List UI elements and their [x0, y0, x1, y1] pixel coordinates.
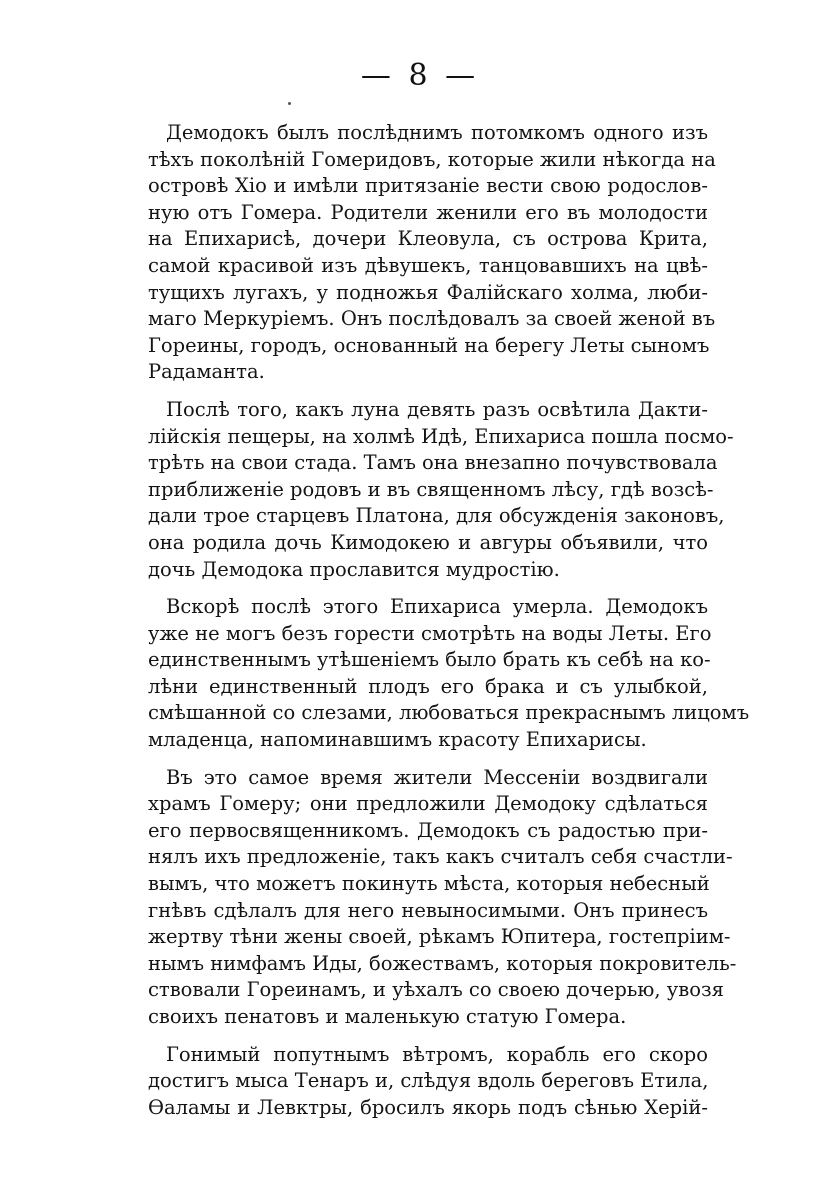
text-line: Вскорѣ послѣ этого Епихариса умерла. Демодокъ [166, 595, 708, 619]
text-line: Радаманта. [148, 360, 265, 384]
text-line: уже не могъ безъ горести смотрѣть на воды Леты. Его [148, 621, 712, 645]
text-line: гнѣвъ сдѣлалъ для него невыносимыми. Онъ принесъ [148, 898, 708, 922]
text-line: на Епихарисѣ, дочери Клеовула, съ острова Крита, [148, 227, 708, 251]
text-line: Ѳаламы и Левктры, бросилъ якорь подъ сѣнью Херій- [148, 1095, 708, 1119]
text-line: его первосвященникомъ. Демодокъ съ радостью при- [148, 818, 708, 842]
text-line: Демодокъ былъ послѣднимъ потомкомъ одного изъ [166, 121, 708, 144]
body-text [148, 120, 750, 1132]
text-line: вымъ, что можетъ покинуть мѣста, которыя небесный [148, 872, 710, 896]
text-line: своихъ пенатовъ и маленькую статую Гомера. [148, 1005, 627, 1028]
text-line: приближеніе родовъ и въ священномъ лѣсу, гдѣ возсѣ- [148, 477, 714, 501]
text-line: достигъ мыса Тенаръ и, слѣдуя вдоль береговъ Етила, [148, 1069, 709, 1093]
text-line: маго Меркуріемъ. Онъ послѣдовалъ за своей женой въ [148, 307, 716, 331]
text-line: Гореины, городъ, основанный на берегу Леты сыномъ [148, 333, 710, 357]
text-line: лійскія пещеры, на холмѣ Идѣ, Епихариса пошла посмо- [148, 424, 734, 448]
paragraph [148, 765, 737, 1031]
text-line: лѣни единственный плодъ его брака и съ улыбкой, [148, 674, 708, 698]
paragraph [148, 120, 716, 386]
text-line: Въ это самое время жители Мессеніи воздвигали [166, 765, 708, 789]
text-line: нялъ ихъ предложеніе, такъ какъ считалъ себя счастли- [148, 845, 733, 869]
paragraph [148, 1042, 708, 1122]
paragraph [148, 594, 750, 754]
text-line: она родила дочь Кимодокею и авгуры объявили, что [148, 530, 708, 554]
text-line: жертву тѣни жены своей, рѣкамъ Юпитера, гостепріим- [148, 925, 731, 949]
print-speck [288, 102, 291, 105]
paragraph [148, 397, 734, 583]
text-line: ную отъ Гомера. Родители женили его въ молодости [148, 200, 708, 224]
text-line: трѣть на свои стада. Тамъ она внезапно почувствовала [148, 451, 718, 475]
text-line: нымъ нимфамъ Иды, божествамъ, которыя покровитель- [148, 951, 737, 975]
text-line: тѣхъ поколѣній Гомеридовъ, которые жили нѣкогда на [148, 147, 716, 171]
text-line: тущихъ лугахъ, у подножья Фалійскаго холма, люби- [148, 280, 708, 304]
text-line: единственнымъ утѣшеніемъ было брать къ себѣ на ко- [148, 648, 711, 672]
text-line: дочь Демодока прославится мудростію. [148, 557, 560, 581]
text-line: храмъ Гомеру; они предложили Демодоку сдѣлаться [148, 792, 708, 816]
text-line: Послѣ того, какъ луна девять разъ освѣтила Дакти- [166, 397, 708, 421]
page-number: — 8 — [360, 58, 480, 93]
text-line: ствовали Гореинамъ, и уѣхалъ со своею дочерью, увозя [148, 978, 724, 1002]
text-line: самой красивой изъ дѣвушекъ, танцовавшихъ на цвѣ- [148, 253, 708, 277]
text-line: младенца, напоминавшимъ красоту Епихарисы. [148, 728, 647, 752]
text-line: Гонимый попутнымъ вѣтромъ, корабль его скоро [166, 1042, 708, 1066]
text-line: смѣшанной со слезами, любоваться прекраснымъ лицомъ [148, 701, 750, 725]
text-line: дали трое старцевъ Платона, для обсужденія законовъ, [148, 504, 725, 528]
text-line: островѣ Хіо и имѣли притязаніе вести свою родослов- [148, 174, 708, 198]
